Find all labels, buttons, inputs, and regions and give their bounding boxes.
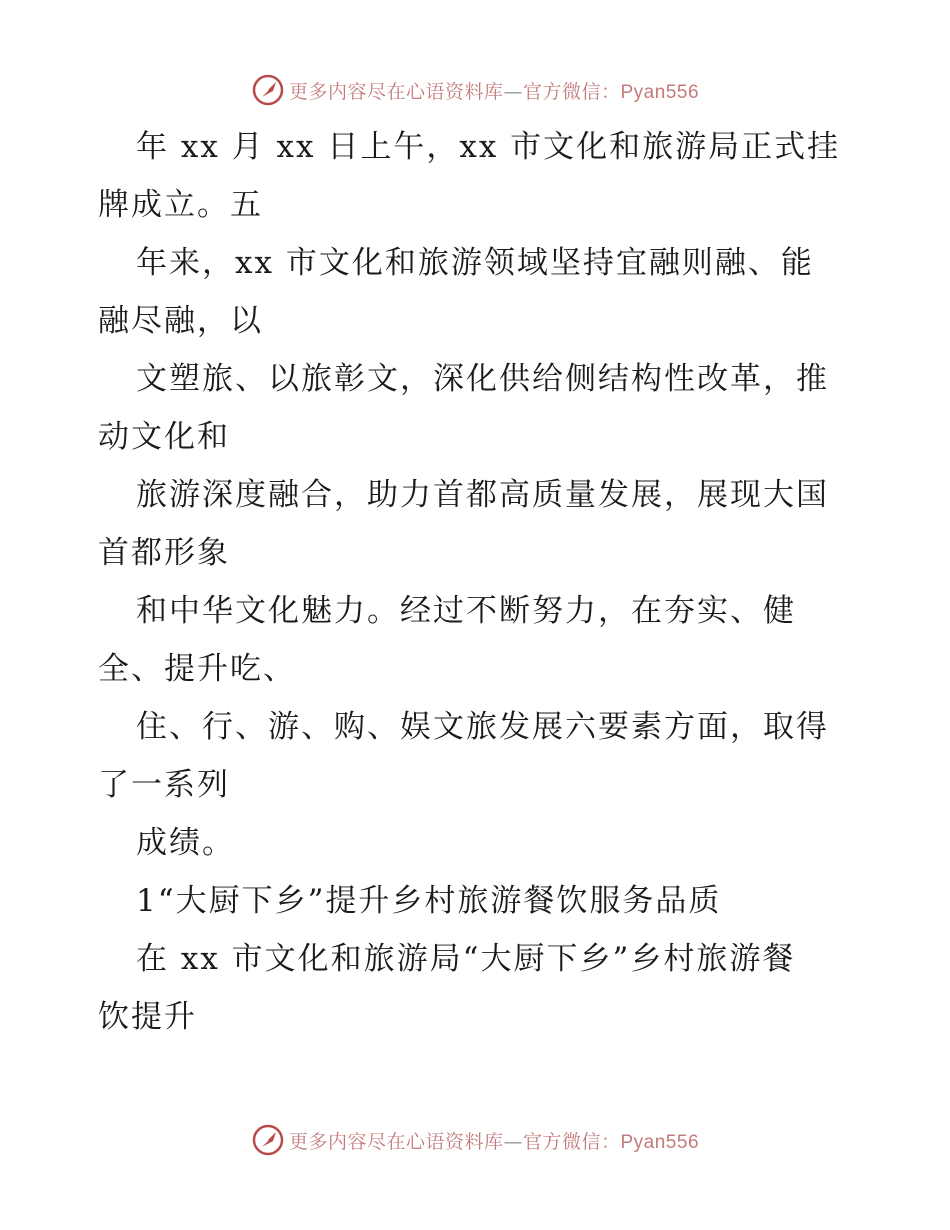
watermark-contact-id: Pyan556 (620, 81, 700, 103)
text-line: 1“大厨下乡”提升乡村旅游餐饮服务品质 (136, 883, 722, 919)
footer-watermark (0, 1120, 950, 1160)
watermark-site-text: 更多内容尽在心语资料库 (288, 1130, 504, 1153)
feather-pen-logo-icon (251, 73, 285, 107)
text-line: 饮提升 (98, 999, 197, 1035)
watermark-contact-id: Pyan556 (620, 1131, 700, 1153)
watermark-contact-label: 官方微信： (522, 80, 621, 103)
feather-pen-logo-icon (251, 1123, 285, 1157)
text-line: 动文化和 (98, 419, 230, 455)
text-line: 旅游深度融合，助力首都高质量发展，展现大国 (136, 477, 829, 513)
watermark-separator: — (503, 1130, 523, 1153)
text-line: 全、提升吃、 (98, 651, 296, 687)
document-body (98, 118, 858, 1046)
watermark-contact-label: 官方微信： (522, 1130, 621, 1153)
text-line: 融尽融，以 (98, 303, 263, 339)
text-line: 和中华文化魅力。经过不断努力，在夯实、健 (136, 593, 796, 629)
text-line: 首都形象 (98, 535, 230, 571)
text-line: 住、行、游、购、娱文旅发展六要素方面，取得 (136, 709, 829, 745)
text-line: 在 xx 市文化和旅游局“大厨下乡”乡村旅游餐 (136, 941, 796, 977)
watermark-site-text: 更多内容尽在心语资料库 (288, 80, 504, 103)
text-line: 牌成立。五 (98, 187, 263, 223)
text-line: 年 xx 月 xx 日上午，xx 市文化和旅游局正式挂 (136, 129, 841, 165)
header-watermark (0, 70, 950, 110)
text-line: 了一系列 (98, 767, 230, 803)
text-line: 文塑旅、以旅彰文，深化供给侧结构性改革，推 (136, 361, 829, 397)
watermark-separator: — (503, 80, 523, 103)
text-line: 年来，xx 市文化和旅游领域坚持宜融则融、能 (136, 245, 814, 281)
text-line: 成绩。 (136, 825, 235, 861)
